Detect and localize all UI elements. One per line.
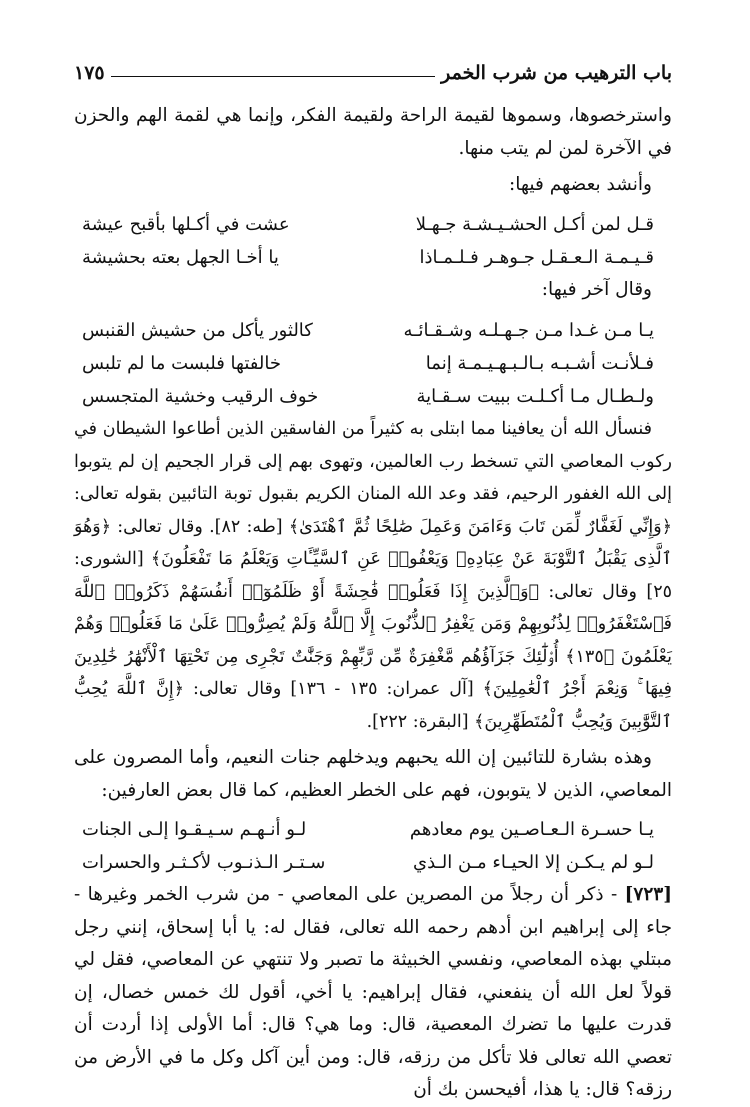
verse-second-hemistich: كالثور يأكل من حشيش القنبس bbox=[82, 320, 313, 341]
verse-line bbox=[74, 241, 672, 274]
verse-second-hemistich: خالفتها فلبست ما لم تلبس bbox=[82, 353, 281, 374]
paragraph-2: وأنشد بعضهم فيها: bbox=[509, 174, 652, 195]
poem-3 bbox=[74, 813, 672, 879]
verse-line bbox=[74, 314, 672, 347]
verse-line bbox=[74, 846, 672, 879]
paragraph-3: وقال آخر فيها: bbox=[541, 278, 652, 300]
poem-1 bbox=[74, 208, 672, 274]
paragraph-6 bbox=[74, 879, 672, 1107]
verse-line bbox=[74, 347, 672, 380]
hadith-number: [٧٢٣] bbox=[624, 884, 672, 905]
verse-second-hemistich: يا أخـا الجهل بعته بحشيشة bbox=[82, 246, 279, 268]
verse-first-hemistich: يـا مـن غـدا مـن جـهـلـه وشـقـائـه bbox=[403, 320, 654, 341]
paragraph-4: فنسأل الله أن يعافينا مما ابتلى به كثيراً من الفاسقين الذين أطاعوا الشيطان في ركوب المعاصي التي تسخط رب العالمين، وتهوى بهم إلى قرار الجحيم إن لم يتوبوا إلى الله الغفور الرحيم، فقد وعد الله المنان الكريم بقبول توبة التائبين بقوله تعالى: ﴿وَإِنِّي لَغَفَّارٌ لِّمَن تَابَ وَءَامَنَ وَعَمِلَ صَٰلِحًا ثُمَّ ٱهْتَدَىٰ﴾ [طه: ٨٢]. وقال تعالى: ﴿وَهُوَ ٱلَّذِى يَقْبَلُ ٱلتَّوْبَةَ عَنْ عِبَادِهِۦ وَيَعْفُوا۟ عَنِ ٱلسَّيِّـَٔاتِ وَيَعْلَمُ مَا تَفْعَلُونَ﴾ [الشورى: ٢٥] وقال تعالى: ﴿وَٱلَّذِينَ إِذَا فَعَلُوا۟ فَٰحِشَةً أَوْ ظَلَمُوٓا۟ أَنفُسَهُمْ ذَكَرُوا۟ ٱللَّهَ فَٱسْتَغْفَرُوا۟ لِذُنُوبِهِمْ وَمَن يَغْفِرُ ٱلذُّنُوبَ إِلَّا ٱللَّهُ وَلَمْ يُصِرُّوا۟ عَلَىٰ مَا فَعَلُوا۟ وَهُمْ يَعْلَمُونَ ﴿١٣٥﴾ أُو۟لَٰٓئِكَ جَزَآؤُهُم مَّغْفِرَةٌ مِّن رَّبِّهِمْ وَجَنَّٰتٌ تَجْرِى مِن تَحْتِهَا ٱلْأَنْهَٰرُ خَٰلِدِينَ فِيهَا ۚ وَنِعْمَ أَجْرُ ٱلْعَٰمِلِينَ﴾ [آل عمران: ١٣٥ - ١٣٦] وقال تعالى: ﴿إِنَّ ٱللَّهَ يُحِبُّ ٱلتَّوَّٰبِينَ وَيُحِبُّ ٱلْمُتَطَهِّرِينَ﴾ [البقرة: ٢٢٢]. bbox=[74, 419, 672, 732]
verse-first-hemistich: قـل لمن أكـل الحشـيـشـة جـهـلا bbox=[415, 213, 654, 235]
verse-first-hemistich: لـو لم يـكـن إلا الحيـاء مـن الـذي bbox=[413, 852, 654, 873]
verse-line bbox=[74, 208, 672, 241]
header-rule bbox=[111, 76, 436, 77]
page-body bbox=[74, 100, 672, 1107]
paragraph-5: وهذه بشارة للتائبين إن الله يحبهم ويدخلهم جنات النعيم، وأما المصرون على المعاصي، الذين لا يتوبون، فهم على الخطر العظيم، كما قال بعض العارفين: bbox=[74, 747, 672, 801]
verse-second-hemistich: خوف الرقيب وخشية المتجسس bbox=[82, 386, 319, 407]
verse-line bbox=[74, 813, 672, 846]
paragraph-6-text: - ذكر أن رجلاً من المصرين على المعاصي - من شرب الخمر وغيرها - جاء إلى إبراهيم ابن أدهم رحمه الله تعالى، فقال له: يا أبا إسحاق، إنني رجل مبتلي بهذه المعاصي، ونفسي الخبيثة ما تصبر ولا تنتهي عن المعاصي، فقل لي قولاً لعل الله أن ينفعني، فقال إبراهيم: يا أخي، أقول لك خمس خصال، إن قدرت عليها ما تضرك المعصية، قال: وما هي؟ قال: أما الأولى إذا أردت أن تعصي الله تعالى فلا تأكل من رزقه، قال: ومن أين آكل وكل ما في الأرض من رزقه؟ قال: يا هذا، أفيحسن بك أن bbox=[74, 884, 672, 1100]
verse-second-hemistich: لـو أنـهـم سـيـقـوا إلـى الجنات bbox=[82, 819, 307, 840]
running-header bbox=[74, 58, 672, 84]
paragraph-1: واسترخصوها، وسموها لقيمة الراحة ولقيمة الفكر، وإنما هي لقمة الهم والحزن في الآخرة لمن لم يتب منها. bbox=[74, 105, 672, 159]
poem-2 bbox=[74, 314, 672, 413]
verse-first-hemistich: يـا حسـرة الـعـاصـين يوم معادهم bbox=[409, 819, 654, 840]
chapter-title: باب الترهيب من شرب الخمر bbox=[441, 62, 672, 84]
verse-line bbox=[74, 380, 672, 413]
verse-first-hemistich: قـيـمـة الـعـقـل جـوهـر فـلـمـاذا bbox=[419, 246, 654, 268]
verse-second-hemistich: سـتـر الـذنـوب لأكـثـر والحسرات bbox=[82, 852, 326, 873]
verse-first-hemistich: فـلأنـت أشـبـه بـالـبـهـيـمـة إنما bbox=[425, 353, 654, 374]
verse-first-hemistich: ولـطـال مـا أكـلـت ببيت سـقـاية bbox=[416, 386, 654, 407]
verse-second-hemistich: عشت في أكـلها بأقبح عيشة bbox=[82, 213, 290, 235]
page-number: ١٧٥ bbox=[74, 62, 105, 84]
